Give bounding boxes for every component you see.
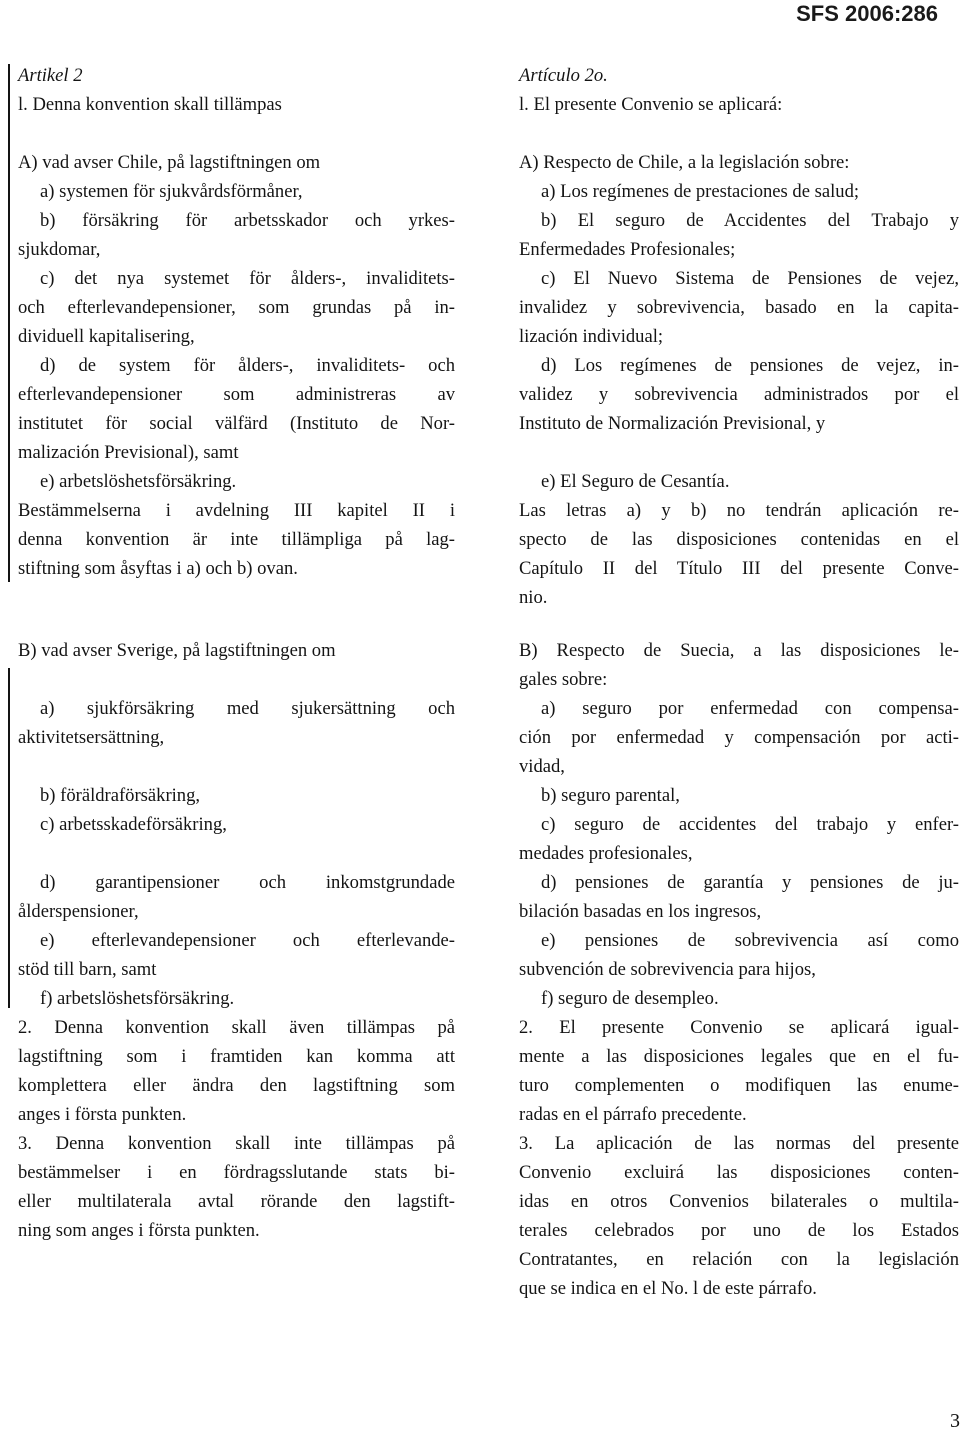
paragraph-3-cont3-sv: ning som anges i första punkten. [18,1220,260,1241]
swedish-column-b [18,636,455,1245]
item-a-d-cont3-sv: malización Previsional), samt [18,442,239,463]
item-b-a-sv: a) sjukförsäkring med sjukersättning och [40,698,455,719]
spanish-column-b [519,636,959,1303]
section-a-intro-es: A) Respecto de Chile, a la legislación sobre: [519,152,850,173]
item-b-e-cont-es: subvención de sobrevivencia para hijos, [519,959,816,980]
paragraph-3-es: 3. La aplicación de las normas del presente [519,1133,959,1154]
section-a-note-es: Las letras a) y b) no tendrán aplicación re- [519,500,959,521]
item-b-a-es: a) seguro por enfermedad con compensa- [541,698,959,719]
paragraph-1-intro-es: l. El presente Convenio se aplicará: [519,94,783,115]
page-number: 3 [950,1410,960,1432]
swedish-column [18,61,455,583]
item-a-b-es: b) El seguro de Accidentes del Trabajo y [541,210,959,231]
item-b-d-cont-sv: ålderspensioner, [18,901,139,922]
item-b-c-es: c) seguro de accidentes del trabajo y enfer- [541,814,959,835]
item-a-c-cont2-sv: dividuell kapitalisering, [18,326,195,347]
item-b-e-sv: e) efterlevandepensioner och efterlevande- [40,930,455,951]
paragraph-3-cont2-es: idas en otros Convenios bilaterales o multila- [519,1191,959,1212]
item-a-a-es: a) Los regímenes de prestaciones de salud; [541,181,860,202]
paragraph-3-sv: 3. Denna konvention skall inte tillämpas på [18,1133,455,1154]
item-a-c-cont2-es: lización individual; [519,326,664,347]
item-a-b-cont-sv: sjukdomar, [18,239,101,260]
section-a-intro-sv: A) vad avser Chile, på lagstiftningen om [18,152,321,173]
sfs-number: SFS 2006:286 [796,1,938,26]
change-bar-upper [8,64,10,582]
section-a-note-cont-es: specto de las disposiciones contenidas en el [519,529,959,550]
item-b-a-cont2-es: vidad, [519,756,565,777]
paragraph-3-cont-es: Convenio excluirá las disposiciones conten- [519,1162,959,1183]
paragraph-2-cont2-es: turo complementen o modifiquen las enume- [519,1075,959,1096]
item-b-e-es: e) pensiones de sobrevivencia así como [541,930,959,951]
paragraph-2-sv: 2. Denna konvention skall även tillämpas på [18,1017,455,1038]
change-bar-lower [8,668,10,1008]
article-title-es: Artículo 2o. [519,65,608,86]
item-b-f-es: f) seguro de desempleo. [541,988,719,1009]
paragraph-2-cont3-es: radas en el párrafo precedente. [519,1104,747,1125]
spanish-column [519,61,959,612]
item-a-d-cont-sv: efterlevandepensioner som administreras av [18,384,455,405]
item-b-b-sv: b) föräldraförsäkring, [40,785,201,806]
section-a-note-cont-sv: denna konvention är inte tillämpliga på lag- [18,529,455,550]
item-b-d-sv: d) garantipensioner och inkomstgrundade [40,872,455,893]
item-a-c-cont-es: invalidez y sobrevivencia, basado en la capita- [519,297,959,318]
item-a-d-sv: d) de system för ålders-, invaliditets- och [40,355,455,376]
item-a-c-cont-sv: och efterlevandepensioner, som grundas på in- [18,297,455,318]
item-a-b-cont-es: Enfermedades Profesionales; [519,239,736,260]
item-a-e-es: e) El Seguro de Cesantía. [541,471,730,492]
item-a-c-sv: c) det nya systemet för ålders-, invaliditets- [40,268,455,289]
section-a-note-cont2-sv: stiftning som åsyftas i a) och b) ovan. [18,558,298,579]
paragraph-1-intro-sv: l. Denna konvention skall tillämpas [18,94,282,115]
section-a-note-cont3-es: nio. [519,587,548,608]
paragraph-3-cont3-es: terales celebrados por uno de los Estados [519,1220,959,1241]
item-b-d-cont-es: bilación basadas en los ingresos, [519,901,762,922]
item-b-f-sv: f) arbetslöshetsförsäkring. [40,988,235,1009]
item-b-d-es: d) pensiones de garantía y pensiones de ju- [541,872,959,893]
paragraph-2-cont-es: mente a las disposiciones legales que en el fu- [519,1046,959,1067]
paragraph-3-cont2-sv: eller multilaterala avtal rörande den lagstift- [18,1191,455,1212]
item-b-e-cont-sv: stöd till barn, samt [18,959,157,980]
paragraph-3-cont5-es: que se indica en el No. l de este párrafo. [519,1278,817,1299]
paragraph-2-es: 2. El presente Convenio se aplicará igual- [519,1017,959,1038]
section-a-note-sv: Bestämmelserna i avdelning III kapitel II i [18,500,455,521]
item-b-a-cont-sv: aktivitetsersättning, [18,727,165,748]
paragraph-3-cont4-es: Contratantes, en relación con la legislación [519,1249,959,1270]
item-b-b-es: b) seguro parental, [541,785,680,806]
item-b-c-cont-es: medades profesionales, [519,843,693,864]
section-a-note-cont2-es: Capítulo II del Título III del presente Conve- [519,558,959,579]
item-a-d-cont-es: validez y sobrevivencia administrados por el [519,384,959,405]
item-a-a-sv: a) systemen för sjukvårdsförmåner, [40,181,303,202]
item-a-d-es: d) Los regímenes de pensiones de vejez, in- [541,355,959,376]
paragraph-3-cont-sv: bestämmelser i en fördragsslutande stats bi- [18,1162,455,1183]
item-a-d-cont2-es: Instituto de Normalización Previsional, y [519,413,826,434]
item-b-a-cont-es: ción por enfermedad y compensación por acti- [519,727,959,748]
article-title-sv: Artikel 2 [18,65,83,86]
paragraph-2-cont3-sv: anges i första punkten. [18,1104,187,1125]
section-b-intro-cont-es: gales sobre: [519,669,608,690]
item-b-c-sv: c) arbetsskadeförsäkring, [40,814,227,835]
paragraph-2-cont-sv: lagstiftning som i framtiden kan komma att [18,1046,455,1067]
item-a-c-es: c) El Nuevo Sistema de Pensiones de vejez, [541,268,959,289]
item-a-b-sv: b) försäkring för arbetsskador och yrkes- [40,210,455,231]
section-b-intro-sv: B) vad avser Sverige, på lagstiftningen om [18,640,336,661]
item-a-e-sv: e) arbetslöshetsförsäkring. [40,471,237,492]
paragraph-2-cont2-sv: komplettera eller ändra den lagstiftning som [18,1075,455,1096]
item-a-d-cont2-sv: institutet för social välfärd (Instituto de Nor- [18,413,455,434]
section-b-intro-es: B) Respecto de Suecia, a las disposiciones le- [519,640,959,661]
